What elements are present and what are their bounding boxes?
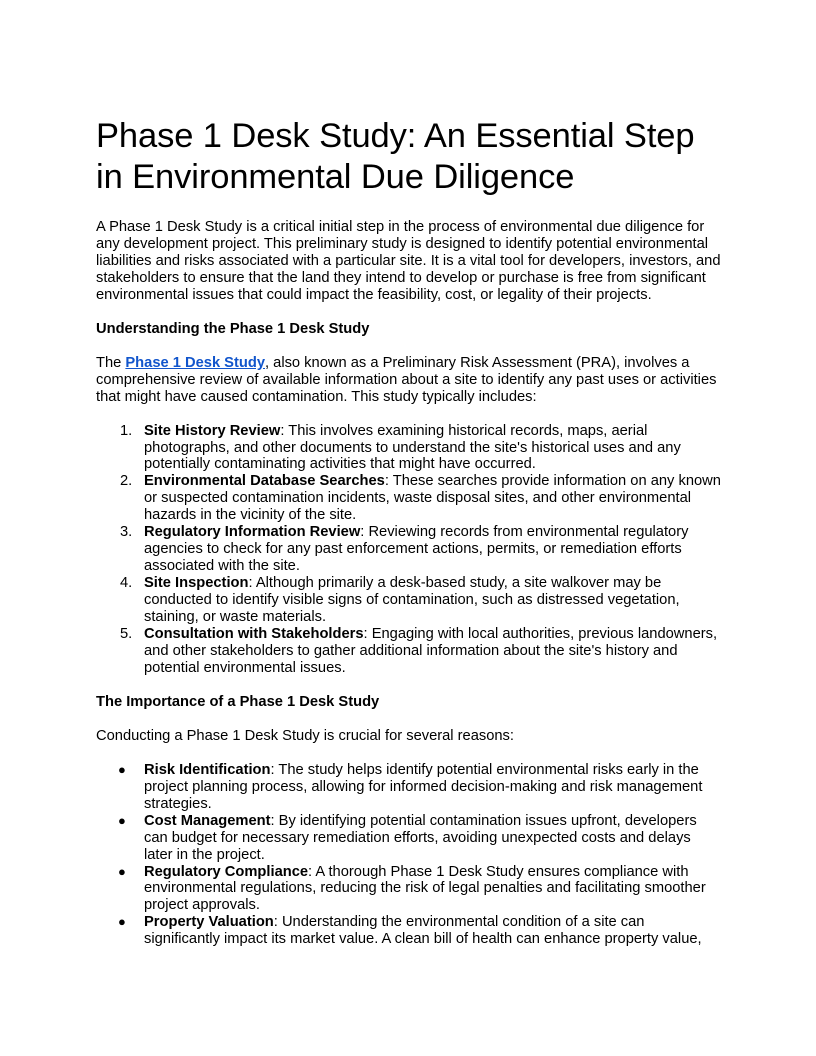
paragraph-text-before-link: The <box>96 354 126 371</box>
list-item-term: Regulatory Compliance <box>144 863 309 880</box>
numbered-list <box>96 423 722 677</box>
list-item-text: : By identifying potential contamination issues upfront, developers can budget for necessary remediation efforts, avoiding unexpected costs and delays later in the project. <box>144 812 697 863</box>
intro-paragraph: A Phase 1 Desk Study is a critical initial step in the process of environmental due diligence for any development project. This preliminary study is designed to identify potential environmental liabilities and risks associated with a particular site. It is a vital tool for developers, investors, and stakeholders to ensure that the land they intend to develop or purchase is free from significant environmental issues that could impact the feasibility, cost, or legality of their projects. <box>96 219 721 303</box>
list-item-term: Property Valuation <box>144 914 274 931</box>
list-number: 1. <box>120 422 133 439</box>
section-intro-paragraph: Conducting a Phase 1 Desk Study is crucial for several reasons: <box>96 727 514 744</box>
bullet-icon: ● <box>118 761 126 777</box>
list-number: 2. <box>120 473 133 490</box>
bullet-icon: ● <box>118 812 126 828</box>
list-item <box>96 864 722 915</box>
section-heading-importance: The Importance of a Phase 1 Desk Study <box>96 693 380 710</box>
list-item-term: Cost Management <box>144 812 271 829</box>
list-item <box>96 626 722 677</box>
list-item <box>96 762 722 813</box>
list-item-text: : Reviewing records from environmental regulatory agencies to check for any past enforcement actions, permits, or remediation efforts associated with the site. <box>144 524 689 575</box>
bullet-icon: ● <box>118 863 126 879</box>
list-item <box>96 813 722 864</box>
list-item-term: Consultation with Stakeholders <box>144 626 364 643</box>
list-item <box>96 524 722 575</box>
list-item-term: Risk Identification <box>144 761 271 778</box>
list-item-term: Environmental Database Searches <box>144 473 385 490</box>
bullet-list <box>96 762 722 948</box>
list-number: 3. <box>120 524 133 541</box>
list-item-text: : These searches provide information on any known or suspected contamination incidents, waste disposal sites, and other environmental hazards in the vicinity of the site. <box>144 473 721 524</box>
list-item-term: Site Inspection <box>144 575 249 592</box>
list-item <box>96 575 722 626</box>
list-number: 5. <box>120 626 133 643</box>
document-page <box>96 116 722 948</box>
bullet-icon: ● <box>118 914 126 930</box>
list-item-term: Regulatory Information Review <box>144 524 361 541</box>
list-item-text: : Although primarily a desk-based study, a site walkover may be conducted to identify visible signs of contamination, such as distressed vegetation, staining, or waste materials. <box>144 575 680 626</box>
list-item <box>96 473 722 524</box>
list-item-text: : Engaging with local authorities, previous landowners, and other stakeholders to gather additional information about the site's history and potential environmental issues. <box>144 626 718 676</box>
list-item <box>96 914 722 948</box>
section-intro-paragraph <box>96 355 722 406</box>
list-item-text: : The study helps identify potential environmental risks early in the project planning process, allowing for informed decision-making and risk management strategies. <box>144 761 703 812</box>
list-item-text: : Understanding the environmental condition of a site can significantly impact its market value. A clean bill of health can enhance property value, <box>144 914 702 948</box>
page-title: Phase 1 Desk Study: An Essential Step in Environmental Due Diligence <box>96 117 695 196</box>
list-item-text: : This involves examining historical records, maps, aerial photographs, and other documents to understand the site's historical uses and any potentially contaminating activities that might have occurred. <box>144 422 681 473</box>
list-item <box>96 423 722 474</box>
list-item-text: : A thorough Phase 1 Desk Study ensures compliance with environmental regulations, reducing the risk of legal penalties and facilitating smoother project approvals. <box>144 863 706 914</box>
phase-1-desk-study-link[interactable]: Phase 1 Desk Study <box>125 354 265 371</box>
list-item-term: Site History Review <box>144 422 281 439</box>
section-heading-understanding: Understanding the Phase 1 Desk Study <box>96 320 370 337</box>
list-number: 4. <box>120 575 133 592</box>
paragraph-text-after-link: , also known as a Preliminary Risk Assessment (PRA), involves a comprehensive review of available information about a site to identify any past uses or activities that might have caused contamination. This study typically includes: <box>96 354 717 405</box>
